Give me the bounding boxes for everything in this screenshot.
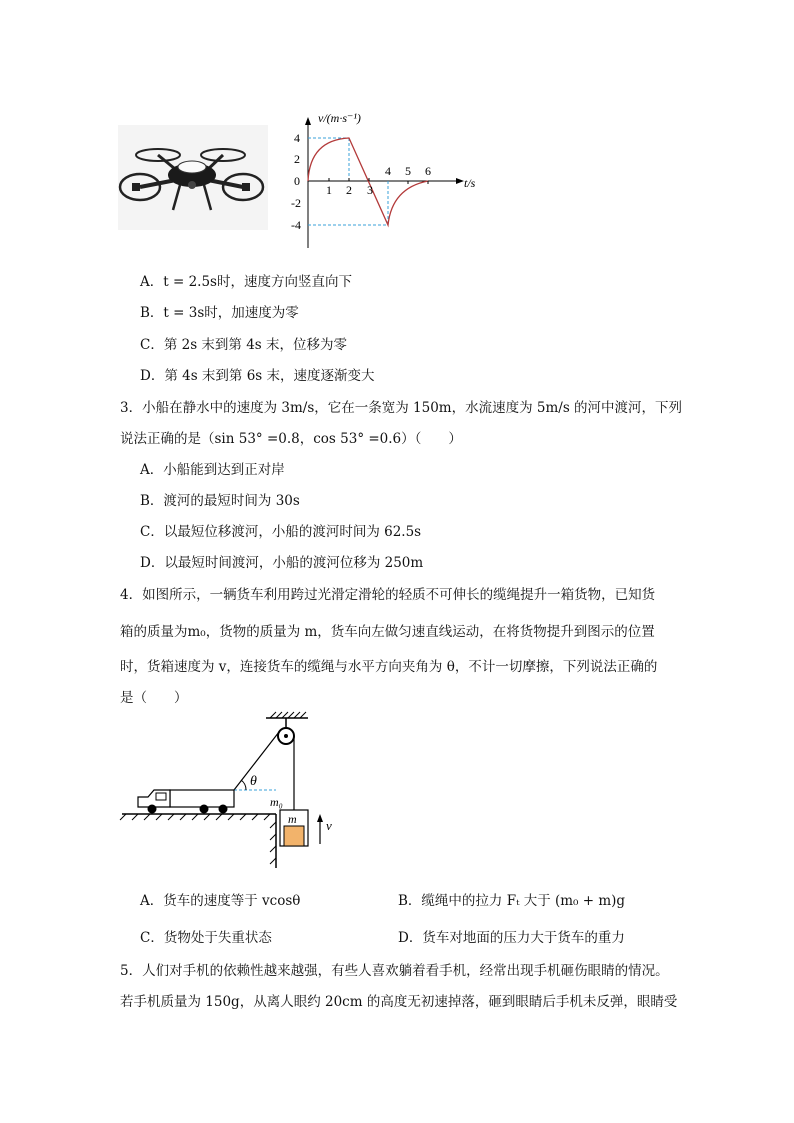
q3-option-a[interactable]: A．小船能到达到正对岸 (140, 462, 285, 478)
y-axis-label: v/(m·s⁻¹) (318, 111, 361, 125)
q3-stem-line2: 说法正确的是（sin 53° =0.8，cos 53° =0.6）（ ） (120, 431, 462, 447)
x-tick-4: 4 (385, 164, 391, 178)
q2-option-b[interactable]: B．t = 3s时，加速度为零 (140, 305, 299, 321)
q3-option-d[interactable]: D．以最短时间渡河，小船的渡河位移为 250m (140, 555, 424, 571)
x-tick-2: 2 (346, 183, 352, 197)
velocity-time-graph (288, 108, 488, 250)
y-tick-4: 4 (294, 131, 300, 145)
q4-option-b[interactable]: B．缆绳中的拉力 Fₜ 大于 (m₀ + m)g (398, 893, 626, 909)
box-mass-label: m₀ (270, 795, 283, 809)
q3-option-b[interactable]: B．渡河的最短时间为 30s (140, 493, 300, 509)
q4-stem-line3: 时，货箱速度为 v，连接货车的缆绳与水平方向夹角为 θ，不计一切摩擦，下列说法正确的 (120, 659, 658, 675)
q2-option-a[interactable]: A．t = 2.5s时，速度方向竖直向下 (140, 274, 352, 290)
cargo-mass-label: m (288, 812, 297, 826)
q3-option-c[interactable]: C．以最短位移渡河，小船的渡河时间为 62.5s (140, 524, 422, 540)
q4-option-a[interactable]: A．货车的速度等于 vcosθ (140, 893, 301, 909)
x-axis-label: t/s (464, 176, 476, 190)
theta-label: θ (250, 774, 257, 789)
x-tick-5: 5 (405, 164, 411, 178)
q5-stem-line1: 5．人们对手机的依赖性越来越强，有些人喜欢躺着看手机，经常出现手机砸伤眼睛的情况。 (120, 963, 669, 979)
q4-stem-line1: 4．如图所示，一辆货车利用跨过光滑定滑轮的轻质不可伸长的缆绳提升一箱货物，已知货 (120, 587, 656, 603)
q4-option-c[interactable]: C．货物处于失重状态 (140, 930, 272, 946)
y-tick-neg4: -4 (291, 218, 301, 232)
q4-stem-line4: 是（ ） (120, 690, 188, 706)
x-tick-1: 1 (326, 183, 332, 197)
x-tick-3: 3 (367, 183, 373, 197)
drone-image (118, 125, 268, 230)
q4-option-d[interactable]: D．货车对地面的压力大于货车的重力 (398, 930, 625, 946)
pulley-truck-diagram (118, 710, 358, 872)
q3-stem-line1: 3．小船在静水中的速度为 3m/s，它在一条宽为 150m，水流速度为 5m/s 的河中渡河，下列 (120, 400, 683, 416)
x-tick-6: 6 (425, 164, 431, 178)
y-tick-2: 2 (294, 152, 300, 166)
y-tick-0: 0 (294, 174, 300, 188)
q2-option-c[interactable]: C．第 2s 末到第 4s 末，位移为零 (140, 337, 348, 353)
q4-stem-line2: 箱的质量为m₀，货物的质量为 m，货车向左做匀速直线运动，在将货物提升到图示的位置 (120, 624, 655, 640)
velocity-label: v (326, 818, 332, 833)
q5-stem-line2: 若手机质量为 150g，从离人眼约 20cm 的高度无初速掉落，砸到眼睛后手机未反弹，眼睛受 (120, 994, 678, 1010)
y-tick-neg2: -2 (291, 196, 301, 210)
q2-option-d[interactable]: D．第 4s 末到第 6s 末，速度逐渐变大 (140, 368, 375, 384)
